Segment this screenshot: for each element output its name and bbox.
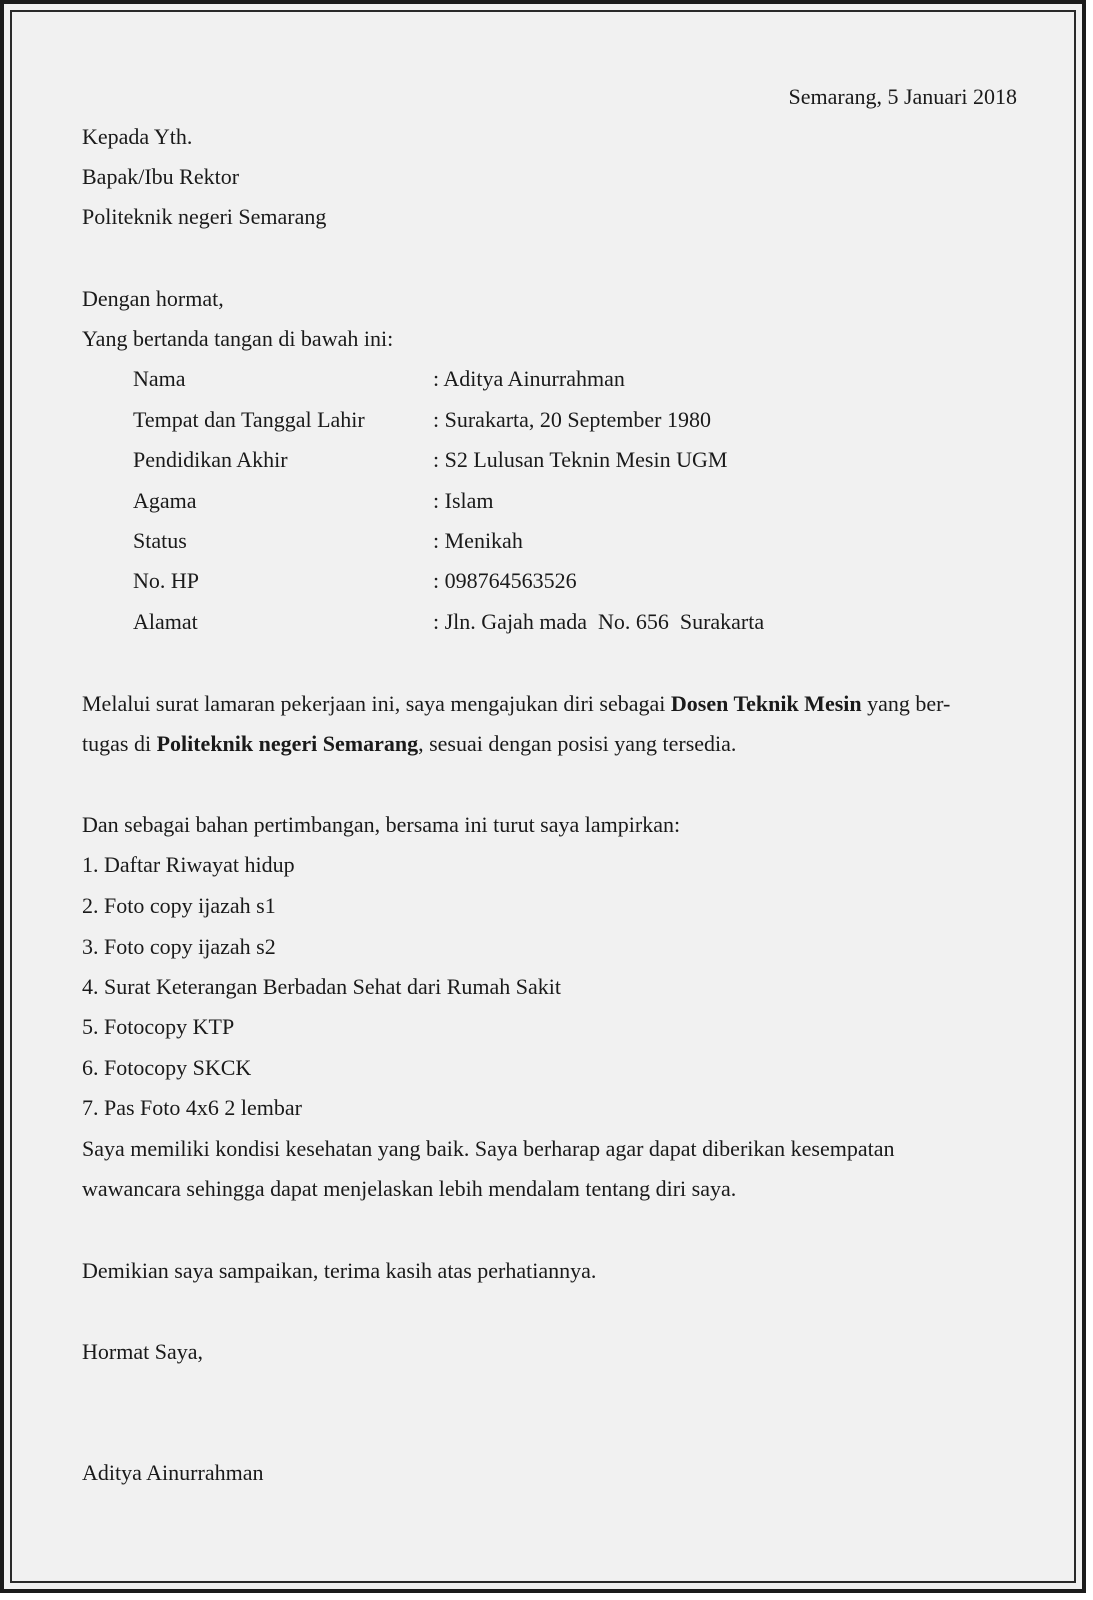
application-paragraph-line-1 (82, 690, 950, 718)
attachment-item: 5. Fotocopy KTP (82, 1014, 235, 1039)
field-label-alamat: Alamat (133, 609, 198, 634)
attachment-item: 3. Foto copy ijazah s2 (82, 934, 276, 959)
field-value-nama: : Aditya Ainurrahman (433, 366, 625, 391)
field-label-pendidikan: Pendidikan Akhir (133, 447, 288, 472)
application-text-end: yang ber- (861, 691, 951, 716)
signer-name: Aditya Ainurrahman (82, 1460, 264, 1485)
application-line2-end: , sesuai dengan posisi yang tersedia. (418, 731, 737, 756)
field-value-pendidikan: : S2 Lulusan Teknin Mesin UGM (433, 447, 728, 472)
field-label-agama: Agama (133, 488, 197, 513)
field-value-status: : Menikah (433, 528, 523, 553)
health-paragraph-line-1: Saya memiliki kondisi kesehatan yang baik. Saya berharap agar dapat diberikan kesempatan (82, 1136, 895, 1161)
application-text-start: Melalui surat lamaran pekerjaan ini, saya mengajukan diri sebagai (82, 691, 671, 716)
intro-text: Yang bertanda tangan di bawah ini: (82, 326, 394, 351)
greeting: Dengan hormat, (82, 286, 224, 311)
field-label-hp: No. HP (133, 568, 200, 593)
application-line2-start: tugas di (82, 731, 157, 756)
field-label-nama: Nama (133, 366, 186, 391)
field-label-ttl: Tempat dan Tanggal Lahir (133, 407, 365, 432)
application-paragraph-line-2 (82, 730, 736, 758)
attachment-item: 7. Pas Foto 4x6 2 lembar (82, 1095, 302, 1120)
field-label-status: Status (133, 528, 187, 553)
closing-sentence: Demikian saya sampaikan, terima kasih atas perhatiannya. (82, 1258, 597, 1283)
attachments-intro: Dan sebagai bahan pertimbangan, bersama ini turut saya lampirkan: (82, 812, 681, 837)
recipient-line-2: Bapak/Ibu Rektor (82, 164, 240, 189)
field-value-agama: : Islam (433, 488, 494, 513)
attachment-item: 1. Daftar Riwayat hidup (82, 852, 295, 877)
field-value-alamat: : Jln. Gajah mada No. 656 Surakarta (433, 609, 765, 634)
page-inner-border (10, 10, 1076, 1583)
field-value-ttl: : Surakarta, 20 September 1980 (433, 407, 711, 432)
field-value-hp: : 098764563526 (433, 568, 577, 593)
signoff: Hormat Saya, (82, 1339, 203, 1364)
applied-institution: Politeknik negeri Semarang (156, 731, 419, 756)
attachment-item: 6. Fotocopy SKCK (82, 1055, 252, 1080)
applied-position: Dosen Teknik Mesin (670, 691, 862, 716)
health-paragraph-line-2: wawancara sehingga dapat menjelaskan lebih mendalam tentang diri saya. (82, 1176, 737, 1201)
recipient-line-1: Kepada Yth. (82, 124, 193, 149)
attachment-item: 4. Surat Keterangan Berbadan Sehat dari Rumah Sakit (82, 974, 561, 999)
recipient-line-3: Politeknik negeri Semarang (82, 204, 327, 229)
letter-date: Semarang, 5 Januari 2018 (788, 84, 1017, 109)
attachment-item: 2. Foto copy ijazah s1 (82, 893, 276, 918)
